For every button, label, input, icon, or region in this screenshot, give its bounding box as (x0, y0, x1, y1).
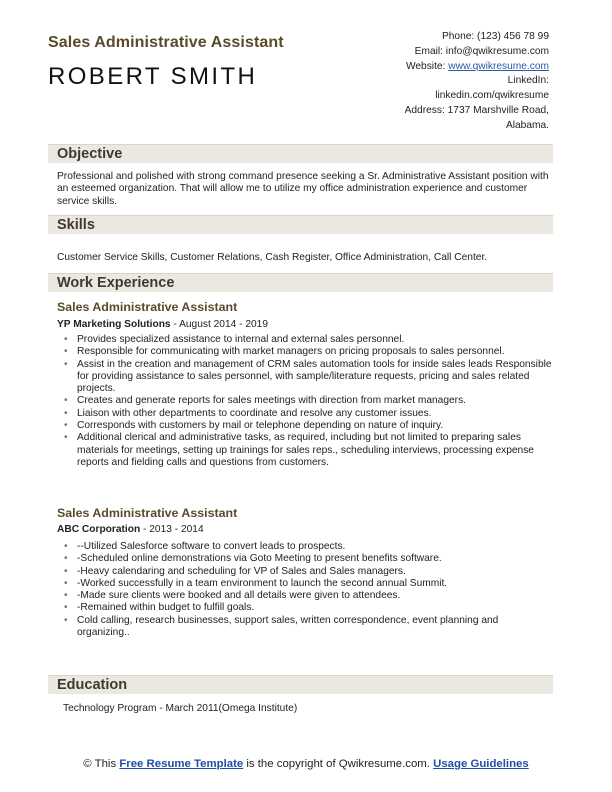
contact-address-line1: Address: 1737 Marshville Road, (404, 104, 549, 116)
candidate-name: ROBERT SMITH (48, 63, 258, 90)
section-objective-heading: Objective (57, 146, 123, 162)
job-1-title: Sales Administrative Assistant (57, 300, 238, 314)
education-text: Technology Program - March 2011(Omega Institute) (63, 703, 298, 714)
list-item: • Additional clerical and administrative tasks, as required, including but not limited to preparing sales materials for meetings, setting up trainings for sales reps., scheduling interviews, processing expense reports and fielding calls and questions from customers. (61, 432, 553, 469)
section-education-heading: Education (57, 677, 128, 693)
contact-email: Email: info@qwikresume.com (414, 45, 549, 57)
job-2-meta (57, 524, 204, 535)
list-item: • -Made sure clients were booked and all details were given to attendees. (61, 590, 553, 602)
footer-copyright (48, 757, 564, 771)
job-1-dates: - August 2014 - 2019 (170, 319, 269, 330)
contact-phone: Phone: (123) 456 78 99 (441, 31, 549, 42)
section-work-heading: Work Experience (57, 275, 175, 291)
usage-guidelines-link[interactable]: Usage Guidelines (433, 758, 529, 770)
website-link[interactable]: www.qwikresume.com (448, 60, 549, 72)
section-education (48, 675, 553, 694)
objective-text: Professional and polished with strong command presence seeking a Sr. Administrative Assistant position with an esteemed organization. That will allow me to utilize my office administration experience and customer service skills. (57, 171, 549, 207)
section-work-experience (48, 273, 553, 292)
website-label: Website: (405, 60, 449, 72)
free-resume-template-link[interactable]: Free Resume Template (119, 758, 244, 770)
list-item: • -Heavy calendaring and scheduling for VP of Sales and Sales managers. (61, 566, 553, 578)
list-item: • -Remained within budget to fulfill goals. (61, 602, 553, 614)
section-objective (48, 144, 553, 163)
job-2-dates: - 2013 - 2014 (140, 524, 204, 535)
list-item: • Assist in the creation and management of CRM sales automation tools for inside sales leads Responsible for providing assistance to sales personnel, with sample/literature requests, pricing and sales related projects. (61, 359, 553, 396)
list-item: • Provides specialized assistance to internal and external sales personnel. (61, 334, 553, 346)
footer-middle: is the copyright of Qwikresume.com. (243, 758, 434, 770)
job-2-title: Sales Administrative Assistant (57, 506, 238, 520)
job-2-company: ABC Corporation (57, 524, 141, 535)
contact-block (319, 30, 549, 134)
list-item: • Cold calling, research businesses, support sales, written correspondence, event planning and organizing.. (61, 615, 553, 640)
list-item: • Corresponds with customers by mail or telephone depending on nature of inquiry. (61, 420, 553, 432)
list-item: • -Worked successfully in a team environment to launch the second annual Summit. (61, 578, 553, 590)
list-item: • -Scheduled online demonstrations via Goto Meeting to present benefits software. (61, 553, 553, 565)
section-skills (48, 215, 553, 234)
list-item: • Creates and generate reports for sales meetings with direction from market managers. (61, 395, 553, 407)
section-skills-heading: Skills (57, 217, 95, 233)
contact-website (319, 60, 549, 75)
job-1-bullets (61, 334, 553, 469)
list-item: • Liaison with other departments to coordinate and resolve any customer issues. (61, 408, 553, 420)
job-1-company: YP Marketing Solutions (57, 319, 171, 330)
footer-prefix: © This (83, 758, 120, 770)
contact-address-line2: Alabama. (505, 119, 549, 131)
list-item: • Responsible for communicating with market managers on pricing proposals to sales personnel. (61, 346, 553, 358)
skills-text: Customer Service Skills, Customer Relations, Cash Register, Office Administration, Call Center. (57, 252, 488, 263)
list-item: • --Utilized Salesforce software to convert leads to prospects. (61, 541, 553, 553)
resume-job-title: Sales Administrative Assistant (48, 34, 284, 51)
job-2-bullets (61, 541, 553, 639)
contact-linkedin: linkedin.com/qwikresume (435, 90, 549, 102)
job-1-meta (57, 319, 268, 330)
contact-linkedin-label: LinkedIn: (507, 75, 549, 87)
